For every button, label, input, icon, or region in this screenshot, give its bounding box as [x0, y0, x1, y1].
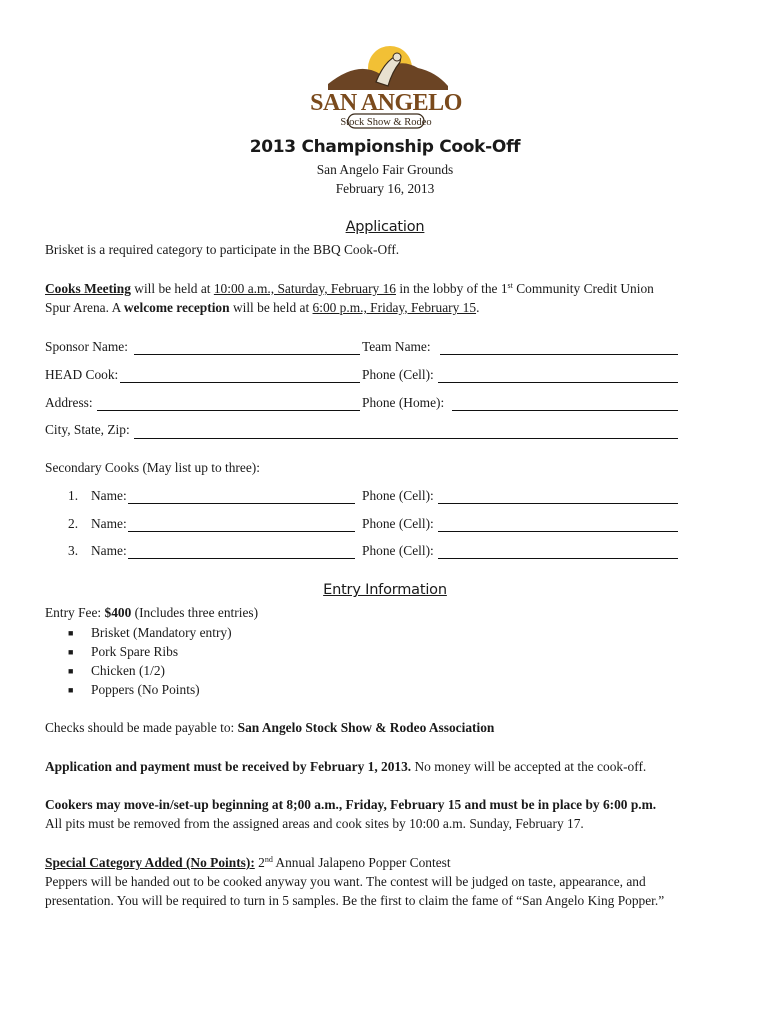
event-date: February 16, 2013	[335, 181, 435, 196]
team-name-label: Team Name:	[362, 339, 431, 354]
address-field[interactable]	[97, 410, 360, 411]
deadline	[45, 759, 646, 775]
category-item: Poppers (No Points)	[91, 682, 200, 697]
secondary-phone-label-3: Phone (Cell):	[362, 543, 434, 558]
payee: San Angelo Stock Show & Rodeo Association	[237, 720, 495, 735]
bullet-icon: ■	[68, 685, 74, 695]
entry-info-heading: Entry Information	[323, 582, 447, 598]
secondary-name-label-3: Name:	[91, 543, 127, 558]
special-category	[45, 855, 451, 871]
category-item: Chicken (1/2)	[91, 663, 166, 678]
text: Entry Fee:	[45, 605, 105, 620]
page-title: 2013 Championship Cook-Off	[249, 137, 521, 157]
phone-home-label: Phone (Home):	[362, 395, 445, 410]
peppers-text-line2: presentation. You will be required to turn in 5 samples. Be the first to claim the fame of “San Angelo King Popper.”	[45, 893, 665, 908]
bullet-icon: ■	[68, 647, 74, 657]
reception-time: 6:00 p.m., Friday, February 15	[312, 300, 477, 315]
text: in the lobby of the 1	[395, 281, 508, 296]
logo-graphic	[310, 42, 462, 132]
meeting-time: 10:00 a.m., Saturday, February 16	[213, 281, 396, 296]
entry-fee	[45, 605, 258, 621]
cooks-meeting-label: Cooks Meeting	[45, 281, 131, 296]
text: will be held at	[229, 300, 313, 315]
move-in-notice: Cookers may move-in/set-up beginning at 8;00 a.m., Friday, February 15 and must be in place by 6:00 p.m.	[45, 797, 657, 812]
cooks-meeting-line2	[45, 300, 479, 316]
phone-cell-field[interactable]	[438, 382, 678, 383]
text: 2	[254, 855, 265, 870]
svg-text:SAN ANGELO: SAN ANGELO	[310, 90, 462, 116]
text: Checks should be made payable to:	[45, 720, 238, 735]
text: (Includes three entries)	[131, 605, 259, 620]
secondary-name-field-1[interactable]	[128, 503, 355, 504]
text: will be held at	[130, 281, 214, 296]
phone-cell-label: Phone (Cell):	[362, 367, 434, 382]
svg-text:Stock Show & Rodeo: Stock Show & Rodeo	[340, 117, 432, 128]
superscript: nd	[264, 855, 273, 864]
secondary-phone-label-1: Phone (Cell):	[362, 488, 434, 503]
secondary-cooks-label: Secondary Cooks (May list up to three):	[45, 460, 260, 475]
category-item: Brisket (Mandatory entry)	[91, 625, 232, 640]
secondary-phone-field-1[interactable]	[438, 503, 678, 504]
secondary-phone-label-2: Phone (Cell):	[362, 516, 434, 531]
secondary-name-label-2: Name:	[91, 516, 127, 531]
address-label: Address:	[45, 395, 93, 410]
special-category-label: Special Category Added (No Points):	[45, 855, 255, 870]
city-state-zip-field[interactable]	[134, 438, 678, 439]
bullet-icon: ■	[68, 666, 74, 676]
bullet-icon: ■	[68, 628, 74, 638]
text: Annual Jalapeno Popper Contest	[272, 855, 451, 870]
text: Spur Arena. A	[45, 300, 124, 315]
team-name-field[interactable]	[440, 354, 678, 355]
secondary-name-field-3[interactable]	[128, 558, 355, 559]
text: No money will be accepted at the cook-off.	[411, 759, 647, 774]
secondary-num-2: 2.	[68, 516, 79, 531]
deadline-bold: Application and payment must be received by February 1, 2013.	[45, 759, 412, 774]
application-heading: Application	[345, 219, 425, 235]
phone-home-field[interactable]	[452, 410, 678, 411]
head-cook-label: HEAD Cook:	[45, 367, 119, 382]
fee-amount: $400	[104, 605, 132, 620]
sponsor-name-field[interactable]	[134, 354, 360, 355]
text: Community Credit Union	[512, 281, 654, 296]
peppers-text-line1: Peppers will be handed out to be cooked anyway you want. The contest will be judged on taste, appearance, and	[45, 874, 646, 889]
sponsor-name-label: Sponsor Name:	[45, 339, 128, 354]
secondary-phone-field-2[interactable]	[438, 531, 678, 532]
welcome-reception: welcome reception	[123, 300, 230, 315]
secondary-name-field-2[interactable]	[128, 531, 355, 532]
secondary-num-3: 3.	[68, 543, 79, 558]
checks-payable	[45, 720, 494, 736]
secondary-num-1: 1.	[68, 488, 79, 503]
pit-removal-notice: All pits must be removed from the assigned areas and cook sites by 10:00 a.m. Sunday, February 17.	[45, 816, 584, 831]
head-cook-field[interactable]	[120, 382, 360, 383]
text: .	[476, 300, 480, 315]
category-item: Pork Spare Ribs	[91, 644, 179, 659]
san-angelo-logo	[310, 42, 462, 132]
secondary-name-label-1: Name:	[91, 488, 127, 503]
venue: San Angelo Fair Grounds	[316, 162, 454, 177]
cooks-meeting-line1	[45, 281, 654, 297]
city-state-zip-label: City, State, Zip:	[45, 422, 130, 437]
superscript: st	[507, 281, 513, 290]
brisket-note: Brisket is a required category to participate in the BBQ Cook-Off.	[45, 242, 400, 257]
secondary-phone-field-3[interactable]	[438, 558, 678, 559]
